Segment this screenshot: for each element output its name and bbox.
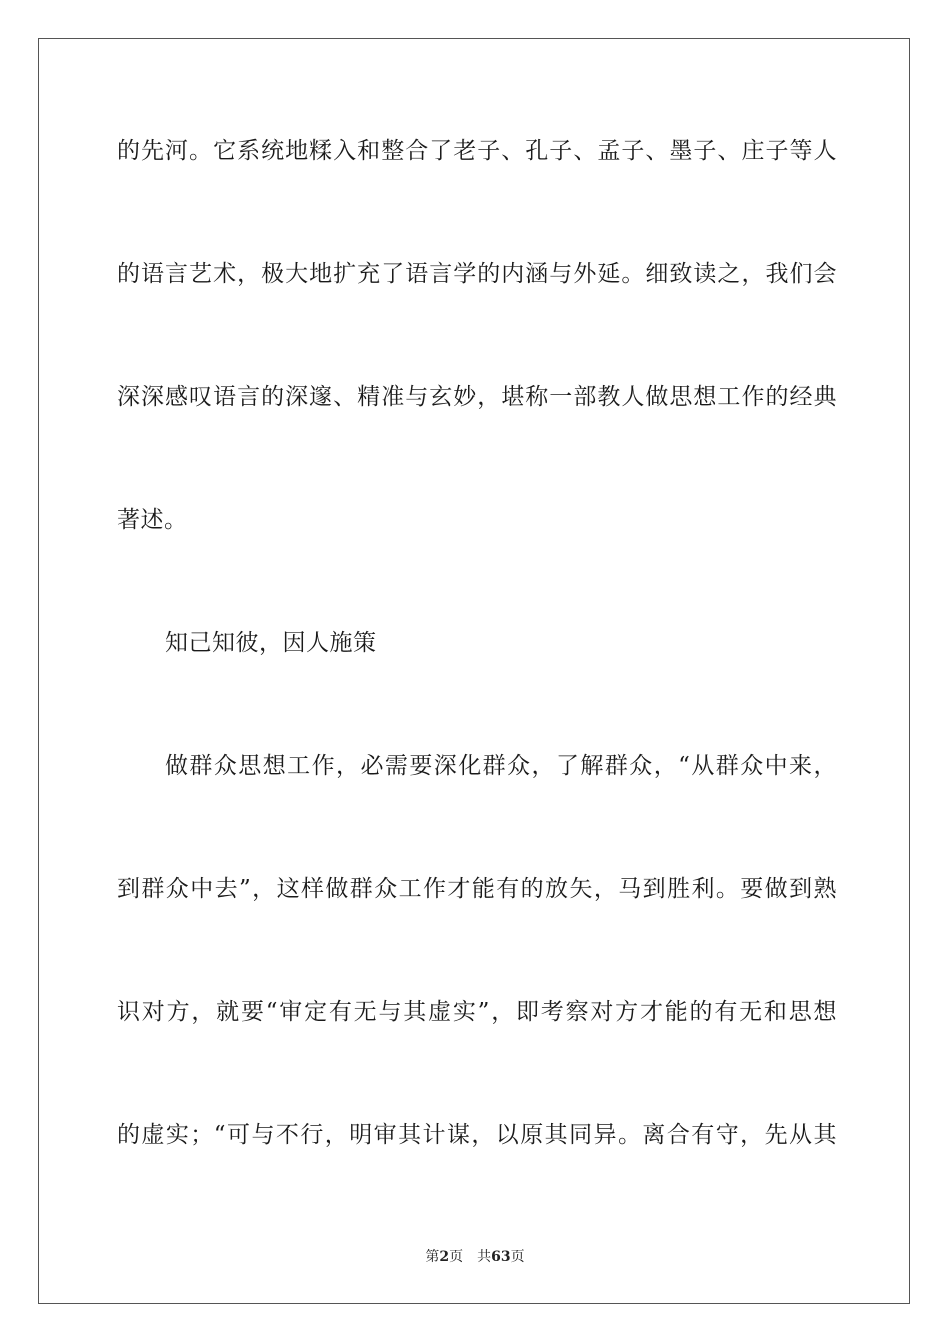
- body-line-1: 的先河。它系统地糅入和整合了老子、孔子、孟子、墨子、庄子等人: [117, 138, 837, 164]
- body-line-9: 的虚实；“可与不行，明审其计谋，以原其同异。离合有守，先从其: [117, 1122, 837, 1148]
- page-footer: [0, 1248, 950, 1266]
- footer-page-suffix: 页: [449, 1249, 464, 1265]
- body-line-6: 做群众思想工作，必需要深化群众，了解群众，“从群众中来，: [165, 753, 837, 779]
- footer-total-number: 63: [491, 1249, 511, 1265]
- footer-total-suffix: 页: [510, 1249, 525, 1265]
- body-line-3: 深深感叹语言的深邃、精准与玄妙，堪称一部教人做思想工作的经典: [117, 384, 837, 410]
- footer-page-number: 2: [439, 1249, 450, 1265]
- section-heading: 知己知彼，因人施策: [165, 630, 377, 656]
- footer-total-prefix: 共: [477, 1249, 492, 1265]
- body-line-4: 著述。: [117, 507, 188, 533]
- body-line-8: 识对方，就要“审定有无与其虚实”，即考察对方才能的有无和思想: [117, 999, 837, 1025]
- page-border: [38, 38, 910, 1304]
- body-line-7: 到群众中去”，这样做群众工作才能有的放矢，马到胜利。要做到熟: [117, 876, 837, 902]
- footer-page-prefix: 第: [425, 1249, 440, 1265]
- body-line-2: 的语言艺术，极大地扩充了语言学的内涵与外延。细致读之，我们会: [117, 261, 837, 287]
